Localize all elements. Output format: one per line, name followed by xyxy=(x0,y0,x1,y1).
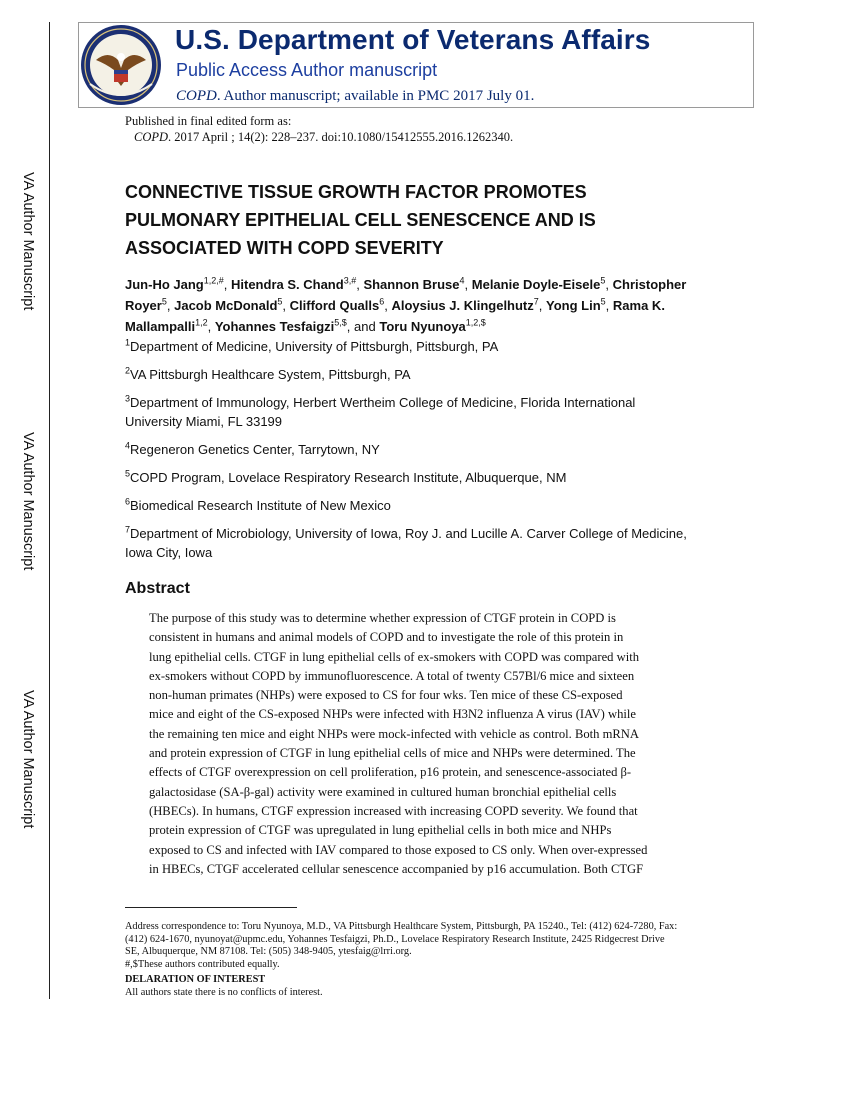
authors-conjunction: and xyxy=(354,319,376,334)
affiliation-text: Department of Immunology, Herbert Wertheim College of Medicine, Florida International xyxy=(130,395,636,410)
affiliation-text: Regeneron Genetics Center, Tarrytown, NY xyxy=(130,442,380,457)
author-affil: 7 xyxy=(533,296,539,307)
declaration-text: All authors state there is no conflicts of interest. xyxy=(125,986,323,998)
equal-contribution-note: #,$These authors contributed equally. xyxy=(125,958,280,970)
journal-name: COPD xyxy=(176,88,217,104)
author-name: Jacob McDonald xyxy=(174,298,278,313)
author-affil: 6 xyxy=(379,296,385,307)
author-list: Jun-Ho Jang$^{1,2,\#}$, Hitendra S. Chand$^{3,\#}$, Shannon Bruse$^4$, Melanie Doyle-Eisele$^5$, Christopher Royer$^5$, Jacob McDonald$^5$, Clifford Qualls$^6$, Aloysius J. Klingelhutz$^7$, Yong Lin$^5$, Rama K. Mallampalli$^{1,2}$, Yohannes Tesfaigzi$^{5,\$}$, and Toru Nyunoya$^{1,2,\$}$ xyxy=(125,275,687,334)
published-label: Published in final edited form as: xyxy=(125,114,292,128)
affiliation-number: 5 xyxy=(125,468,131,479)
author-name: Melanie Doyle-Eisele xyxy=(471,277,601,292)
author-name: Shannon Bruse xyxy=(363,277,460,292)
citation-journal: COPD xyxy=(134,130,169,144)
author-affil: 3,# xyxy=(343,275,357,286)
affiliation-number: 6 xyxy=(125,496,131,507)
affiliation-text: VA Pittsburgh Healthcare System, Pittsburgh, PA xyxy=(130,367,411,382)
author-name: Clifford Qualls xyxy=(289,298,380,313)
author-affil: 5 xyxy=(600,275,606,286)
article-title xyxy=(125,178,685,262)
affiliation xyxy=(125,468,735,487)
abstract-line: exposed to CS and infected with IAV compared to those exposed to CS only. When over-expressed xyxy=(149,842,648,857)
abstract-line: effects of CTGF overexpression on cell proliferation, p16 protein, and senescence-associated β- xyxy=(149,765,632,780)
title-line: ASSOCIATED WITH COPD SEVERITY xyxy=(125,238,444,258)
affiliation-number: 7 xyxy=(125,524,131,535)
author-name: Toru Nyunoya xyxy=(379,319,466,334)
margin-rule xyxy=(49,22,50,999)
affiliation-text: Iowa City, Iowa xyxy=(125,545,213,560)
author-affil: 1,2,$ xyxy=(465,317,486,328)
affiliation xyxy=(125,337,735,356)
footnote-line: SE, Albuquerque, NM 87108. Tel: (505) 348-9405, ytesfaig@lrri.org. xyxy=(125,946,412,957)
abstract-line: consistent in humans and animal models of COPD and to investigate the role of this protein in xyxy=(149,630,624,645)
affiliation-text: COPD Program, Lovelace Respiratory Research Institute, Albuquerque, NM xyxy=(130,470,567,485)
affiliation xyxy=(125,365,735,384)
title-line: PULMONARY EPITHELIAL CELL SENESCENCE AND IS xyxy=(125,210,596,230)
author-affil: 5 xyxy=(161,296,167,307)
footnote-rule xyxy=(125,907,297,908)
citation-line xyxy=(134,130,513,145)
author-affil: 1,2,# xyxy=(203,275,224,286)
affiliation xyxy=(125,496,735,515)
abstract-body xyxy=(149,609,709,879)
author-name: Aloysius J. Klingelhutz xyxy=(391,298,534,313)
abstract-line: mice and eight of the CS-exposed NHPs were infected with H3N2 influenza A virus (IAV) while xyxy=(149,707,636,722)
author-affil: 5 xyxy=(600,296,606,307)
abstract-line: the remaining ten mice and eight NHPs were mock-infected with vehicle as control. Both mRNA xyxy=(149,726,639,741)
abstract-line: protein expression of CTGF was upregulated in lung epithelial cells in both mice and NHPs xyxy=(149,823,612,838)
availability-line xyxy=(176,88,534,105)
author-affil: 5 xyxy=(277,296,283,307)
citation-text: . 2017 April ; 14(2): 228–237. doi:10.1080/15412555.2016.1262340. xyxy=(168,130,514,144)
abstract-line: ex-smokers without COPD by immunofluorescence. A total of twenty C57Bl/6 mice and sixteen xyxy=(149,668,635,683)
availability-text: . Author manuscript; available in PMC 2017 July 01. xyxy=(216,88,535,104)
affiliation-number: 3 xyxy=(125,393,131,404)
affiliation-number: 1 xyxy=(125,337,131,348)
author-name: Rama K. Mallampalli xyxy=(125,298,665,334)
author-affil: 5,$ xyxy=(334,317,347,328)
abstract-heading: Abstract xyxy=(125,580,190,597)
affiliation-text: University Miami, FL 33199 xyxy=(125,414,283,429)
abstract-line: (HBECs). In humans, CTGF expression increased with increasing COPD severity. We found that xyxy=(149,803,638,818)
affiliation-number: 4 xyxy=(125,440,131,451)
declaration-heading: DELARATION OF INTEREST xyxy=(125,974,266,985)
author-affil: 1,2 xyxy=(195,317,208,328)
affiliation-text: Biomedical Research Institute of New Mexico xyxy=(130,498,391,513)
abstract-line: lung epithelial cells. CTGF in lung epithelial cells of ex-smokers with COPD was compared with xyxy=(149,649,640,664)
declaration-section xyxy=(125,974,745,999)
author-name: Jun-Ho Jang xyxy=(125,277,204,292)
affiliation-number: 2 xyxy=(125,365,131,376)
author-name: Hitendra S. Chand xyxy=(231,277,344,292)
abstract-line: non-human primates (NHPs) were exposed to CS for four wks. Ten mice of these CS-exposed xyxy=(149,688,623,703)
footnote-line: (412) 624-1670, nyunoyat@upmc.edu, Yohannes Tesfaigzi, Ph.D., Lovelace Respiratory Research Institute, 2425 Ridgecrest Drive xyxy=(125,933,665,945)
author-name: Christopher Royer xyxy=(125,277,687,313)
author-name: Yong Lin xyxy=(546,298,601,313)
abstract-line: and protein expression of CTGF in lung epithelial cells of mice and NHPs were determined. The xyxy=(149,746,636,761)
footnote-line: Address correspondence to: Toru Nyunoya, M.D., VA Pittsburgh Healthcare System, Pittsburgh, PA 15240., Tel: (412) 624-7280, Fax: xyxy=(125,921,678,932)
abstract-line: galactosidase (SA-β-gal) activity were examined in cultured human bronchial epithelial cells xyxy=(149,784,617,799)
author-name: Yohannes Tesfaigzi xyxy=(214,319,335,334)
affiliation-text: Department of Medicine, University of Pittsburgh, Pittsburgh, PA xyxy=(130,339,499,354)
manuscript-type: Public Access Author manuscript xyxy=(176,60,438,80)
abstract-line: The purpose of this study was to determine whether expression of CTGF protein in COPD is xyxy=(149,611,616,625)
affiliation-text: Department of Microbiology, University of Iowa, Roy J. and Lucille A. Carver College of Medicine, xyxy=(130,526,687,541)
affiliation xyxy=(125,393,735,431)
author-affil: 4 xyxy=(459,275,465,286)
affiliation xyxy=(125,524,735,562)
correspondence-footnote xyxy=(125,921,745,971)
affiliation xyxy=(125,440,735,459)
abstract-line: in HBECs, CTGF accelerated cellular senescence accompanied by p16 accumulation. Both CTGF xyxy=(149,861,644,876)
agency-title: U.S. Department of Veterans Affairs xyxy=(175,24,651,55)
title-line: CONNECTIVE TISSUE GROWTH FACTOR PROMOTES xyxy=(125,182,587,202)
va-seal-icon xyxy=(80,24,162,106)
